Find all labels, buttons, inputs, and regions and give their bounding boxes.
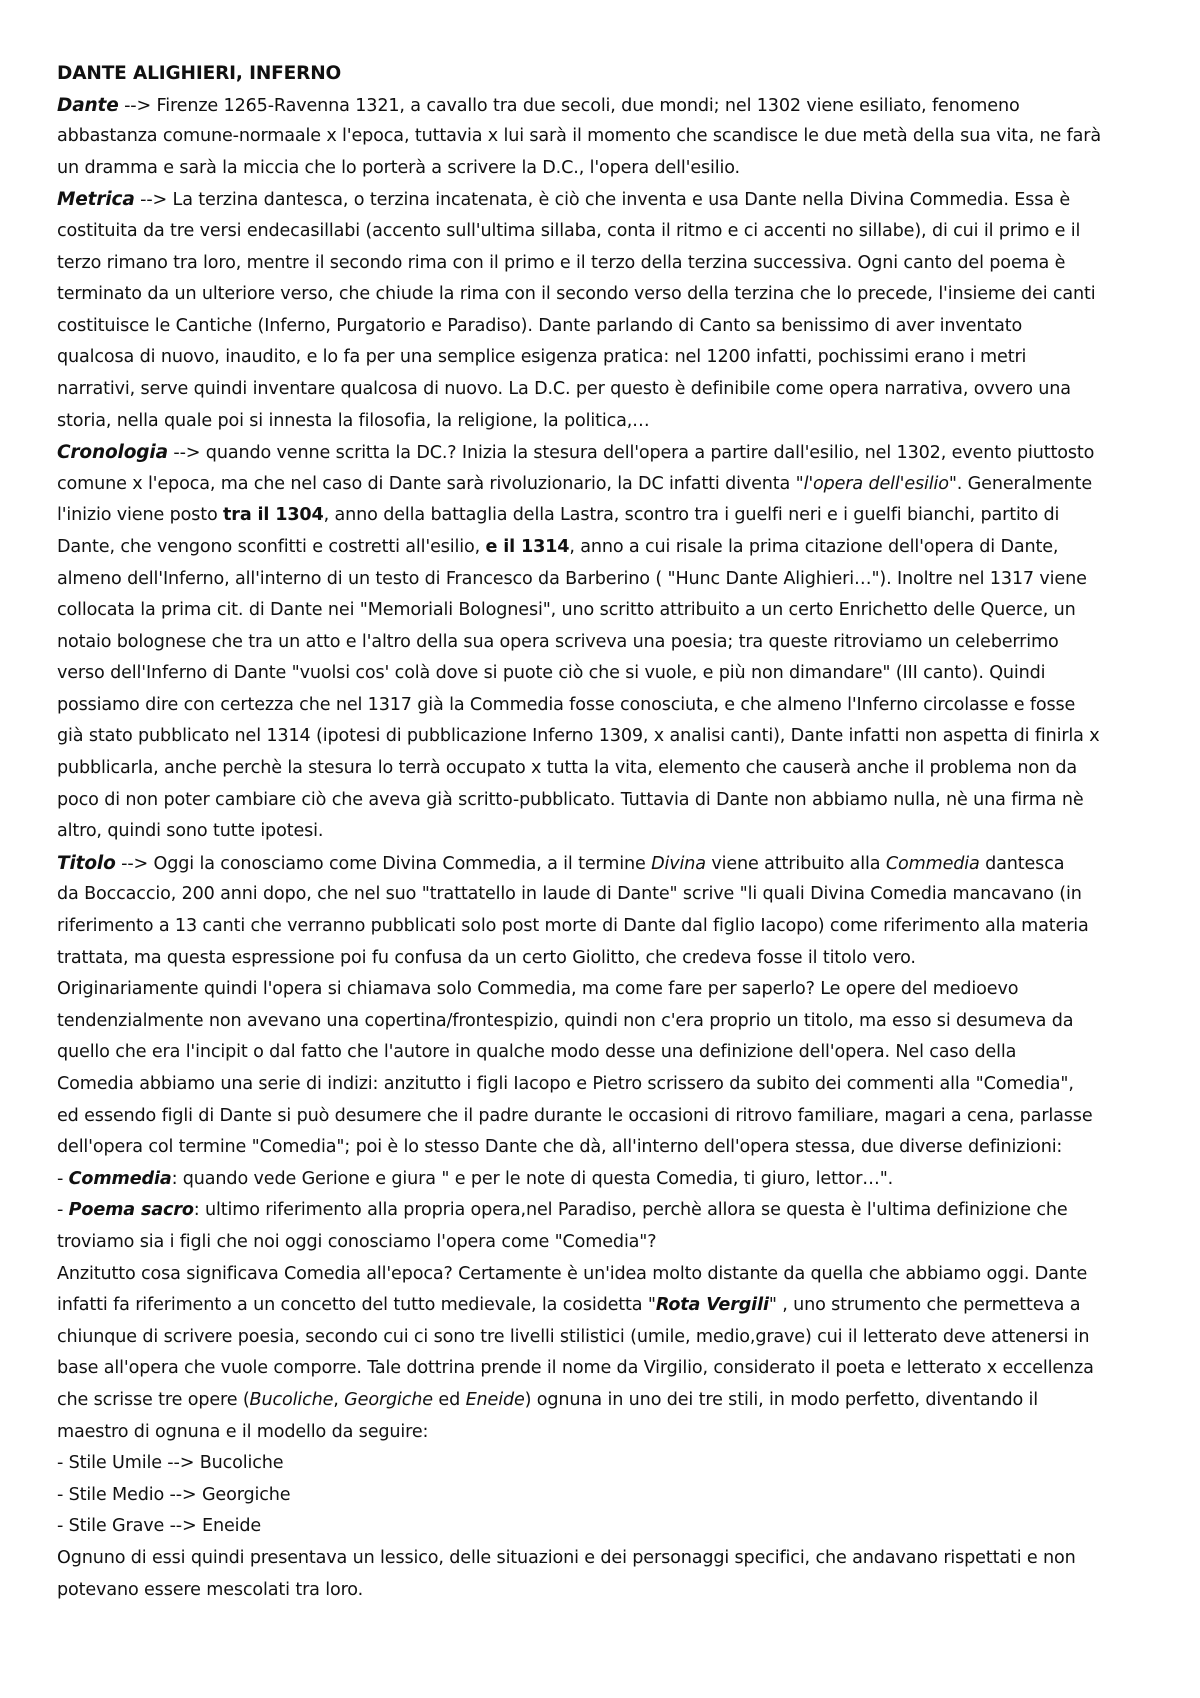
text-line [57,1101,1147,1133]
text-segment: Dante, che vengono sconfitti e costretti all'esilio, [57,536,486,557]
text-segment: l'opera dell'esilio [803,473,949,494]
text-segment: poco di non poter cambiare ciò che aveva già scritto-pubblicato. Tuttavia di Dante non abbiamo nulla, nè una firma nè [57,789,1084,810]
text-segment: altro, quindi sono tutte ipotesi. [57,821,324,842]
text-segment: narrativi, serve quindi inventare qualcosa di nuovo. La D.C. per questo è definibile come opera narrativa, ovvero una [57,378,1071,399]
text-line [57,564,1147,596]
text-line [57,911,1147,943]
document-page [57,58,1147,1606]
text-segment: abbastanza comune-normaale x l'epoca, tuttavia x lui sarà il momento che scandisce le due metà della sua vita, ne farà [57,126,1101,147]
text-segment: Comedia abbiamo una serie di indizi: anzitutto i figli Iacopo e Pietro scrissero da subito dei commenti alla "Comedia", [57,1074,1074,1094]
text-segment: collocata la prima cit. di Dante nei "Memoriali Bolognesi", uno scritto attribuito a un certo Enrichetto delle Querce, un [57,600,1076,621]
text-segment: infatti fa riferimento a un concetto del tutto medievale, la cosidetta " [57,1295,656,1316]
text-line [57,532,1147,564]
text-segment: costituisce le Cantiche (Inferno, Purgatorio e Paradiso). Dante parlando di Canto sa benissimo di aver inventato [57,315,1023,336]
text-segment: che scrisse tre opere ( [57,1389,250,1410]
text-segment: Anzitutto cosa significava Comedia all'epoca? Certamente è un'idea molto distante da quella che abbiamo oggi. Dante [57,1263,1088,1284]
text-segment: --> Firenze 1265-Ravenna 1321, a cavallo tra due secoli, due mondi; nel 1302 viene esiliato, fenomeno [118,95,1020,116]
section-keyword: Dante [57,94,119,116]
text-segment: riferimento a 13 canti che verranno pubblicati solo post morte di Dante dal figlio Iacopo) come riferimento alla materia [57,916,1089,937]
text-line [57,879,1147,911]
text-line [57,1227,1147,1259]
text-segment: - Stile Medio --> Georgiche [57,1484,291,1505]
text-line [57,90,1147,122]
text-segment: Poema sacro [68,1200,194,1221]
text-line [57,848,1147,880]
text-line [57,406,1147,438]
text-segment: base all'opera che vuole comporre. Tale dottrina prende il nome da Virgilio, considerato il poeta e letterato x eccellenza [57,1358,1094,1379]
text-line [57,1511,1147,1543]
text-line [57,1006,1147,1038]
text-segment: e il 1314 [485,536,570,557]
text-segment: costituita da tre versi endecasillabi (accento sull'ultima sillaba, conta il ritmo e ci accenti no sillabe), di cui il primo e il [57,220,1081,241]
text-segment: : ultimo riferimento alla propria opera,nel Paradiso, perchè allora se questa è l'ultima definizione che [193,1200,1068,1221]
text-segment: storia, nella quale poi si innesta la filosofia, la religione, la politica,… [57,410,650,431]
text-line [57,627,1147,659]
text-line [57,816,1147,848]
text-segment: : quando vede Gerione e giura " e per le note di questa Comedia, ti giuro, lettor…". [171,1168,894,1189]
text-line [57,753,1147,785]
text-segment: Eneide [465,1389,525,1410]
text-line [57,658,1147,690]
text-segment: terminato da un ulteriore verso, che chiude la rima con il secondo verso della terzina che lo precede, l'insieme dei canti [57,284,1096,305]
text-line [57,1037,1147,1069]
text-segment: ed [432,1389,466,1410]
text-segment: Divina [651,853,706,874]
text-line [57,721,1147,753]
text-segment: ". Generalmente [948,473,1093,494]
text-line [57,943,1147,975]
text-line [57,1322,1147,1354]
text-segment: troviamo sia i figli che noi oggi conosciamo l'opera come "Comedia"? [57,1231,657,1252]
text-segment: già stato pubblicato nel 1314 (ipotesi di pubblicazione Inferno 1309, x analisi canti), Dante infatti non aspetta di finirla x [57,726,1100,747]
text-line [57,1259,1147,1291]
text-segment: tra il 1304 [223,505,324,526]
document-title: DANTE ALIGHIERI, INFERNO [57,63,342,84]
text-line [57,785,1147,817]
text-segment: maestro di ognuna e il modello da seguire: [57,1421,429,1442]
text-segment: , [333,1389,345,1410]
text-line [57,1575,1147,1607]
text-line [57,1132,1147,1164]
text-segment: Bucoliche [249,1389,334,1410]
text-segment: Commedia [885,853,980,874]
text-segment: " , uno strumento che permetteva a [768,1295,1081,1316]
text-line [57,1290,1147,1322]
text-line [57,1353,1147,1385]
text-segment: trattata, ma questa espressione poi fu confusa da un certo Giolitto, che credeva fosse il titolo vero. [57,947,916,968]
text-segment: viene attribuito alla [705,853,886,874]
text-segment: almeno dell'Inferno, all'interno di un testo di Francesco da Barberino ( "Hunc Dante Alighieri…"). Inoltre nel 1317 viene [57,568,1087,589]
text-segment: Originariamente quindi l'opera si chiamava solo Commedia, ma come fare per saperlo? Le opere del medioevo [57,979,1019,1000]
text-line [57,1480,1147,1512]
text-segment: Ognuno di essi quindi presentava un lessico, delle situazioni e dei personaggi specifici, che andavano rispettati e non [57,1547,1076,1568]
text-segment: da Boccaccio, 200 anni dopo, che nel suo "trattatello in laude di Dante" scrive "li quali Divina Comedia mancavano (in [57,884,1082,905]
text-segment: un dramma e sarà la miccia che lo porterà a scrivere la D.C., l'opera dell'esilio. [57,157,740,178]
text-line [57,216,1147,248]
text-segment: - Stile Grave --> Eneide [57,1516,262,1537]
section-keyword: Cronologia [57,442,168,464]
text-segment: Commedia [68,1168,172,1189]
text-segment: - [57,1168,69,1189]
text-segment: dantesca [979,853,1065,874]
text-line [57,974,1147,1006]
text-segment: quello che era l'incipit o dal fatto che l'autore in qualche modo desse una definizione dell'opera. Nel caso della [57,1042,1017,1063]
text-line [57,374,1147,406]
text-segment: comune x l'epoca, ma che nel caso di Dante sarà rivoluzionario, la DC infatti diventa " [57,473,804,494]
section-keyword: Titolo [57,852,116,874]
text-line [57,279,1147,311]
text-segment: l'inizio viene posto [57,505,224,526]
text-line [57,184,1147,216]
text-segment: , anno della battaglia della Lastra, scontro tra i guelfi neri e i guelfi bianchi, partito di [323,505,1060,526]
text-line [57,311,1147,343]
text-line [57,248,1147,280]
text-segment: Rota Vergili [655,1295,769,1316]
text-segment: terzo rimano tra loro, mentre il secondo rima con il primo e il terzo della terzina successiva. Ogni canto del poema è [57,252,1066,273]
document-body [57,90,1147,1607]
text-segment: , anno a cui risale la prima citazione dell'opera di Dante, [569,536,1059,557]
text-line [57,1195,1147,1227]
text-line [57,690,1147,722]
text-segment: Georgiche [344,1389,433,1410]
text-segment: possiamo dire con certezza che nel 1317 già la Commedia fosse conosciuta, e che almeno l'Inferno circolasse e fosse [57,694,1076,715]
text-segment: tendenzialmente non avevano una copertina/frontespizio, quindi non c'era proprio un titolo, ma esso si desumeva da [57,1010,1074,1031]
text-segment: --> quando venne scritta la DC.? Inizia la stesura dell'opera a partire dall'esilio, nel 1302, evento piuttosto [167,443,1095,464]
text-line [57,1385,1147,1417]
text-segment: dell'opera col termine "Comedia"; poi è lo stesso Dante che dà, all'interno dell'opera stessa, due diverse definizioni: [57,1137,1063,1158]
text-segment: chiunque di scrivere poesia, secondo cui ci sono tre livelli stilistici (umile, medio,grave) cui il letterato deve attenersi in [57,1326,1090,1347]
text-line [57,595,1147,627]
text-line [57,1164,1147,1196]
text-segment: --> La terzina dantesca, o terzina incatenata, è ciò che inventa e usa Dante nella Divina Commedia. Essa è [134,190,1071,211]
text-line [57,153,1147,185]
section-keyword: Metrica [57,189,135,211]
text-line [57,342,1147,374]
text-segment: - [57,1200,69,1221]
text-segment: pubblicarla, anche perchè la stesura lo terrà occupato x tutta la vita, elemento che causerà anche il problema non da [57,758,1078,779]
text-segment: - Stile Umile --> Bucoliche [57,1453,284,1474]
text-segment: notaio bolognese che tra un atto e l'altro della sua opera scriveva una poesia; tra queste ritroviamo un celeberrimo [57,631,1059,652]
text-segment: ) ognuna in uno dei tre stili, in modo perfetto, diventando il [524,1389,1039,1410]
text-line [57,1069,1147,1101]
text-line [57,437,1147,469]
text-line [57,1417,1147,1449]
text-line [57,1448,1147,1480]
text-segment: potevano essere mescolati tra loro. [57,1579,364,1600]
text-line [57,469,1147,501]
text-line [57,121,1147,153]
text-segment: --> Oggi la conosciamo come Divina Commedia, a il termine [115,853,652,874]
text-segment: verso dell'Inferno di Dante "vuolsi cos' colà dove si puote ciò che si vuole, e più non dimandare" (III canto). Quindi [57,663,1046,684]
text-segment: qualcosa di nuovo, inaudito, e lo fa per una semplice esigenza pratica: nel 1200 infatti, pochissimi erano i metri [57,347,1027,368]
text-line [57,1543,1147,1575]
text-segment: ed essendo figli di Dante si può desumere che il padre durante le occasioni di ritrovo familiare, magari a cena, parlasse [57,1105,1093,1126]
text-line [57,500,1147,532]
